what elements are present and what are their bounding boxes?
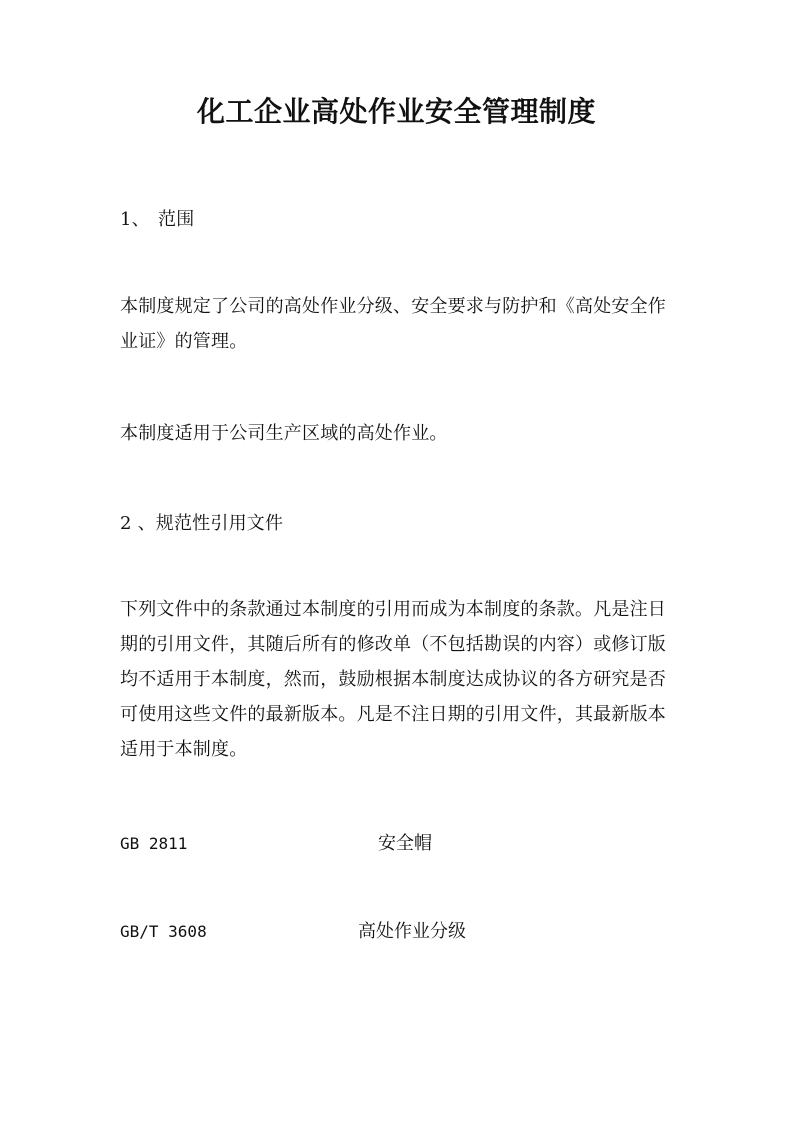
reference-code: GB 2811 bbox=[120, 834, 188, 853]
scope-paragraph-1: 本制度规定了公司的高处作业分级、安全要求与防护和《高处安全作业证》的管理。 bbox=[120, 296, 666, 352]
section-1-heading bbox=[120, 202, 680, 237]
reference-code: GB/T 3608 bbox=[120, 922, 207, 941]
document-title: 化工企业高处作业安全管理制度 bbox=[196, 95, 596, 128]
reference-name: 高处作业分级 bbox=[358, 921, 466, 942]
section-2-heading: 2 、规范性引用文件 bbox=[120, 513, 284, 534]
reference-name: 安全帽 bbox=[378, 833, 432, 854]
references-paragraph: 下列文件中的条款通过本制度的引用而成为本制度的条款。凡是注日期的引用文件，其随后所有的修改单（不包括勘误的内容）或修订版均不适用于本制度，然而，鼓励根据本制度达成协议的各方研究是否可使用这些文件的最新版本。凡是不注日期的引用文件，其最新版本适用于本制度。 bbox=[120, 599, 666, 760]
scope-paragraph-2: 本制度适用于公司生产区域的高处作业。 bbox=[120, 423, 448, 444]
section-1-number: 1、 bbox=[120, 209, 150, 230]
section-1-title: 范围 bbox=[158, 209, 195, 230]
